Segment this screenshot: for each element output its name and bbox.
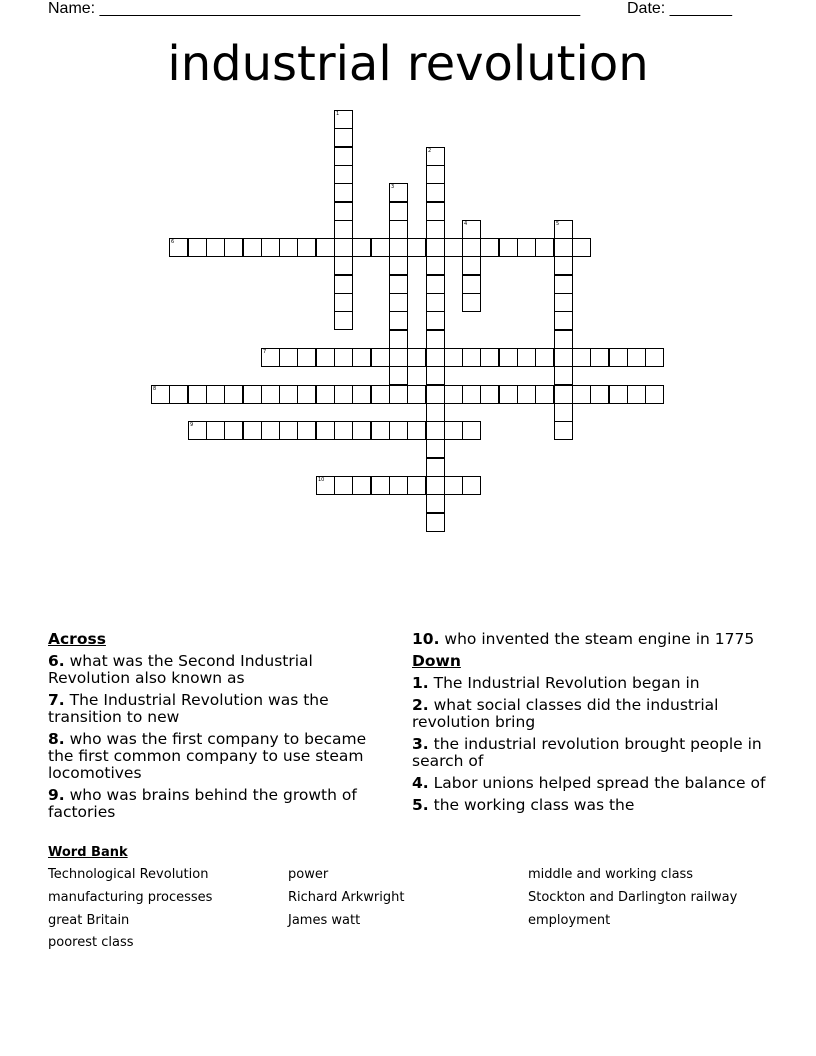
clue-text: The Industrial Revolution was the transition to new — [48, 691, 329, 726]
cell-number: 5 — [556, 221, 560, 227]
crossword-cell[interactable] — [334, 147, 353, 166]
word-bank-item: poorest class — [48, 935, 134, 950]
crossword-cell[interactable] — [206, 385, 225, 404]
crossword-cell[interactable] — [334, 275, 353, 294]
crossword-cell[interactable] — [297, 421, 316, 440]
clue-text: who was the first company to became the first common company to use steam locomotives — [48, 730, 367, 782]
crossword-cell[interactable] — [389, 421, 408, 440]
word-bank-item: Technological Revolution — [48, 867, 209, 882]
crossword-cell[interactable] — [279, 421, 298, 440]
date-field[interactable]: Date: _______ — [627, 0, 732, 17]
clue-down-1 — [412, 675, 772, 692]
page-title: industrial revolution — [167, 36, 649, 92]
crossword-cell[interactable] — [389, 348, 408, 367]
crossword-cell[interactable] — [389, 311, 408, 330]
crossword-cell[interactable] — [334, 421, 353, 440]
clue-number: 4. — [412, 774, 429, 792]
crossword-cell[interactable] — [334, 476, 353, 495]
crossword-cell[interactable] — [243, 421, 262, 440]
cell-number: 10 — [318, 477, 325, 483]
crossword-cell[interactable] — [426, 202, 445, 221]
crossword-cell[interactable] — [480, 385, 499, 404]
clue-text: the industrial revolution brought people in search of — [412, 735, 762, 770]
crossword-cell[interactable] — [426, 385, 445, 404]
crossword-cell[interactable] — [517, 348, 536, 367]
crossword-cell[interactable] — [645, 348, 664, 367]
name-field[interactable]: Name: ______________________________________________________ — [48, 0, 581, 17]
crossword-cell[interactable] — [389, 202, 408, 221]
crossword-cell[interactable] — [426, 147, 445, 166]
crossword-cell[interactable] — [352, 348, 371, 367]
crossword-cell[interactable] — [462, 385, 481, 404]
crossword-cell[interactable] — [426, 238, 445, 257]
crossword-cell[interactable] — [426, 513, 445, 532]
crossword-cell[interactable] — [371, 421, 390, 440]
crossword-cell[interactable] — [389, 275, 408, 294]
crossword-cell[interactable] — [462, 421, 481, 440]
crossword-cell[interactable] — [499, 385, 518, 404]
clue-down-3 — [412, 736, 772, 770]
word-bank-item: Stockton and Darlington railway — [528, 890, 738, 905]
crossword-cell[interactable] — [554, 403, 573, 422]
crossword-cell[interactable] — [426, 403, 445, 422]
crossword-cell[interactable] — [261, 421, 280, 440]
clue-number: 5. — [412, 796, 429, 814]
word-bank-list — [48, 867, 788, 967]
crossword-cell[interactable] — [426, 293, 445, 312]
crossword-cell[interactable] — [279, 348, 298, 367]
crossword-cell[interactable] — [316, 385, 335, 404]
crossword-cell[interactable] — [352, 421, 371, 440]
crossword-cell[interactable] — [426, 366, 445, 385]
clue-number: 7. — [48, 691, 65, 709]
crossword-cell[interactable] — [316, 476, 335, 495]
clue-number: 10. — [412, 630, 440, 648]
clue-text: who invented the steam engine in 1775 — [444, 630, 755, 648]
crossword-cell[interactable] — [151, 385, 170, 404]
crossword-cell[interactable] — [334, 348, 353, 367]
crossword-cell[interactable] — [334, 311, 353, 330]
word-bank-item: Richard Arkwright — [288, 890, 405, 905]
clue-across-7 — [48, 692, 378, 726]
clue-number: 8. — [48, 730, 65, 748]
cell-number: 8 — [153, 386, 157, 392]
cell-number: 9 — [190, 422, 194, 428]
crossword-cell[interactable] — [352, 385, 371, 404]
crossword-cell[interactable] — [554, 421, 573, 440]
crossword-cell[interactable] — [444, 348, 463, 367]
crossword-cell[interactable] — [334, 202, 353, 221]
crossword-cell[interactable] — [627, 348, 646, 367]
crossword-cell[interactable] — [609, 348, 628, 367]
clue-text: the working class was the — [433, 796, 635, 814]
crossword-cell[interactable] — [426, 421, 445, 440]
crossword-cell[interactable] — [261, 238, 280, 257]
crossword-cell[interactable] — [206, 238, 225, 257]
crossword-cell[interactable] — [462, 275, 481, 294]
crossword-cell[interactable] — [188, 238, 207, 257]
crossword-cell[interactable] — [462, 348, 481, 367]
clue-text: Labor unions helped spread the balance of — [433, 774, 766, 792]
crossword-cell[interactable] — [389, 220, 408, 239]
crossword-cell[interactable] — [462, 293, 481, 312]
crossword-cell[interactable] — [627, 385, 646, 404]
crossword-cell[interactable] — [426, 476, 445, 495]
crossword-cell[interactable] — [334, 183, 353, 202]
crossword-cell[interactable] — [554, 348, 573, 367]
across-heading: Across — [48, 630, 106, 648]
crossword-cell[interactable] — [334, 165, 353, 184]
crossword-cell[interactable] — [426, 165, 445, 184]
crossword-cell[interactable] — [462, 220, 481, 239]
crossword-cell[interactable] — [297, 238, 316, 257]
crossword-cell[interactable] — [426, 348, 445, 367]
crossword-cell[interactable] — [590, 348, 609, 367]
crossword-cell[interactable] — [279, 385, 298, 404]
crossword-cell[interactable] — [407, 476, 426, 495]
crossword-cell[interactable] — [371, 476, 390, 495]
crossword-cell[interactable] — [572, 385, 591, 404]
crossword-cell[interactable] — [389, 293, 408, 312]
crossword-cell[interactable] — [554, 330, 573, 349]
clue-across-10 — [412, 631, 772, 648]
down-heading: Down — [412, 652, 461, 670]
cell-number: 2 — [428, 148, 432, 154]
clue-number: 1. — [412, 674, 429, 692]
crossword-cell[interactable] — [334, 256, 353, 275]
crossword-cell[interactable] — [426, 275, 445, 294]
cell-number: 6 — [171, 239, 175, 245]
crossword-cell[interactable] — [426, 183, 445, 202]
crossword-cell[interactable] — [517, 385, 536, 404]
crossword-cell[interactable] — [554, 366, 573, 385]
word-bank-item: James watt — [288, 913, 361, 928]
crossword-cell[interactable] — [316, 421, 335, 440]
crossword-cell[interactable] — [279, 238, 298, 257]
crossword-cell[interactable] — [426, 330, 445, 349]
clues-left-column — [48, 631, 378, 826]
clue-text: The Industrial Revolution began in — [433, 674, 700, 692]
crossword-cell[interactable] — [535, 385, 554, 404]
word-bank-item: great Britain — [48, 913, 130, 928]
crossword-cell[interactable] — [572, 238, 591, 257]
crossword-cell[interactable] — [426, 458, 445, 477]
crossword-cell[interactable] — [243, 385, 262, 404]
word-bank-item: manufacturing processes — [48, 890, 213, 905]
crossword-cell[interactable] — [554, 256, 573, 275]
crossword-cell[interactable] — [297, 385, 316, 404]
crossword-cell[interactable] — [444, 476, 463, 495]
crossword-cell[interactable] — [188, 385, 207, 404]
crossword-cell[interactable] — [261, 348, 280, 367]
crossword-cell[interactable] — [334, 128, 353, 147]
crossword-cell[interactable] — [426, 439, 445, 458]
crossword-cell[interactable] — [554, 385, 573, 404]
crossword-cell[interactable] — [352, 238, 371, 257]
crossword-cell[interactable] — [462, 256, 481, 275]
cell-number: 4 — [464, 221, 468, 227]
crossword-cell[interactable] — [554, 293, 573, 312]
crossword-cell[interactable] — [389, 385, 408, 404]
cell-number: 1 — [336, 111, 340, 117]
crossword-cell[interactable] — [206, 421, 225, 440]
crossword-cell[interactable] — [462, 238, 481, 257]
crossword-cell[interactable] — [499, 238, 518, 257]
crossword-cell[interactable] — [554, 220, 573, 239]
crossword-cell[interactable] — [554, 275, 573, 294]
crossword-cell[interactable] — [480, 238, 499, 257]
clue-across-9 — [48, 787, 378, 821]
cell-number: 3 — [391, 184, 395, 190]
word-bank-item: power — [288, 867, 329, 882]
crossword-cell[interactable] — [224, 385, 243, 404]
crossword-cell[interactable] — [462, 476, 481, 495]
clue-text: what social classes did the industrial revolution bring — [412, 696, 719, 731]
word-bank — [48, 845, 788, 967]
clue-number: 3. — [412, 735, 429, 753]
crossword-cell[interactable] — [371, 348, 390, 367]
crossword-cell[interactable] — [426, 256, 445, 275]
crossword-cell[interactable] — [389, 238, 408, 257]
crossword-cell[interactable] — [389, 366, 408, 385]
crossword-cell[interactable] — [352, 476, 371, 495]
clue-across-8 — [48, 731, 378, 782]
crossword-cell[interactable] — [444, 385, 463, 404]
crossword-cell[interactable] — [407, 238, 426, 257]
word-bank-item: employment — [528, 913, 611, 928]
crossword-cell[interactable] — [316, 348, 335, 367]
crossword-cell[interactable] — [334, 220, 353, 239]
crossword-cell[interactable] — [243, 238, 262, 257]
crossword-cell[interactable] — [407, 348, 426, 367]
crossword-cell[interactable] — [334, 385, 353, 404]
clue-text: who was brains behind the growth of factories — [48, 786, 357, 821]
clue-text: what was the Second Industrial Revolution also known as — [48, 652, 313, 687]
crossword-cell[interactable] — [480, 348, 499, 367]
crossword-cell[interactable] — [261, 385, 280, 404]
crossword-cell[interactable] — [389, 183, 408, 202]
clue-number: 9. — [48, 786, 65, 804]
word-bank-title: Word Bank — [48, 845, 128, 860]
crossword-cell[interactable] — [407, 385, 426, 404]
clue-number: 6. — [48, 652, 65, 670]
cell-number: 7 — [263, 349, 267, 355]
crossword-cell[interactable] — [334, 293, 353, 312]
crossword-cell[interactable] — [169, 238, 188, 257]
crossword-cell[interactable] — [297, 348, 316, 367]
crossword-cell[interactable] — [444, 238, 463, 257]
clue-down-4 — [412, 775, 772, 792]
crossword-cell[interactable] — [590, 385, 609, 404]
crossword-cell[interactable] — [334, 238, 353, 257]
crossword-cell[interactable] — [517, 238, 536, 257]
crossword-cell[interactable] — [389, 330, 408, 349]
word-bank-item: middle and working class — [528, 867, 694, 882]
crossword-cell[interactable] — [426, 494, 445, 513]
crossword-cell[interactable] — [554, 311, 573, 330]
crossword-cell[interactable] — [389, 256, 408, 275]
crossword-cell[interactable] — [224, 421, 243, 440]
crossword-cell[interactable] — [224, 238, 243, 257]
crossword-cell[interactable] — [334, 110, 353, 129]
crossword-cell[interactable] — [535, 238, 554, 257]
clue-down-2 — [412, 697, 772, 731]
crossword-cell[interactable] — [535, 348, 554, 367]
crossword-cell[interactable] — [426, 311, 445, 330]
clue-down-5 — [412, 797, 772, 814]
clue-number: 2. — [412, 696, 429, 714]
crossword-cell[interactable] — [426, 220, 445, 239]
crossword-cell[interactable] — [444, 421, 463, 440]
crossword-cell[interactable] — [169, 385, 188, 404]
clue-across-6 — [48, 653, 378, 687]
crossword-cell[interactable] — [316, 238, 335, 257]
crossword-cell[interactable] — [371, 238, 390, 257]
crossword-cell[interactable] — [389, 476, 408, 495]
crossword-cell[interactable] — [609, 385, 628, 404]
crossword-cell[interactable] — [407, 421, 426, 440]
clues-right-column — [412, 631, 772, 819]
crossword-cell[interactable] — [371, 385, 390, 404]
crossword-cell[interactable] — [554, 238, 573, 257]
crossword-cell[interactable] — [645, 385, 664, 404]
crossword-cell[interactable] — [188, 421, 207, 440]
crossword-cell[interactable] — [499, 348, 518, 367]
crossword-cell[interactable] — [572, 348, 591, 367]
